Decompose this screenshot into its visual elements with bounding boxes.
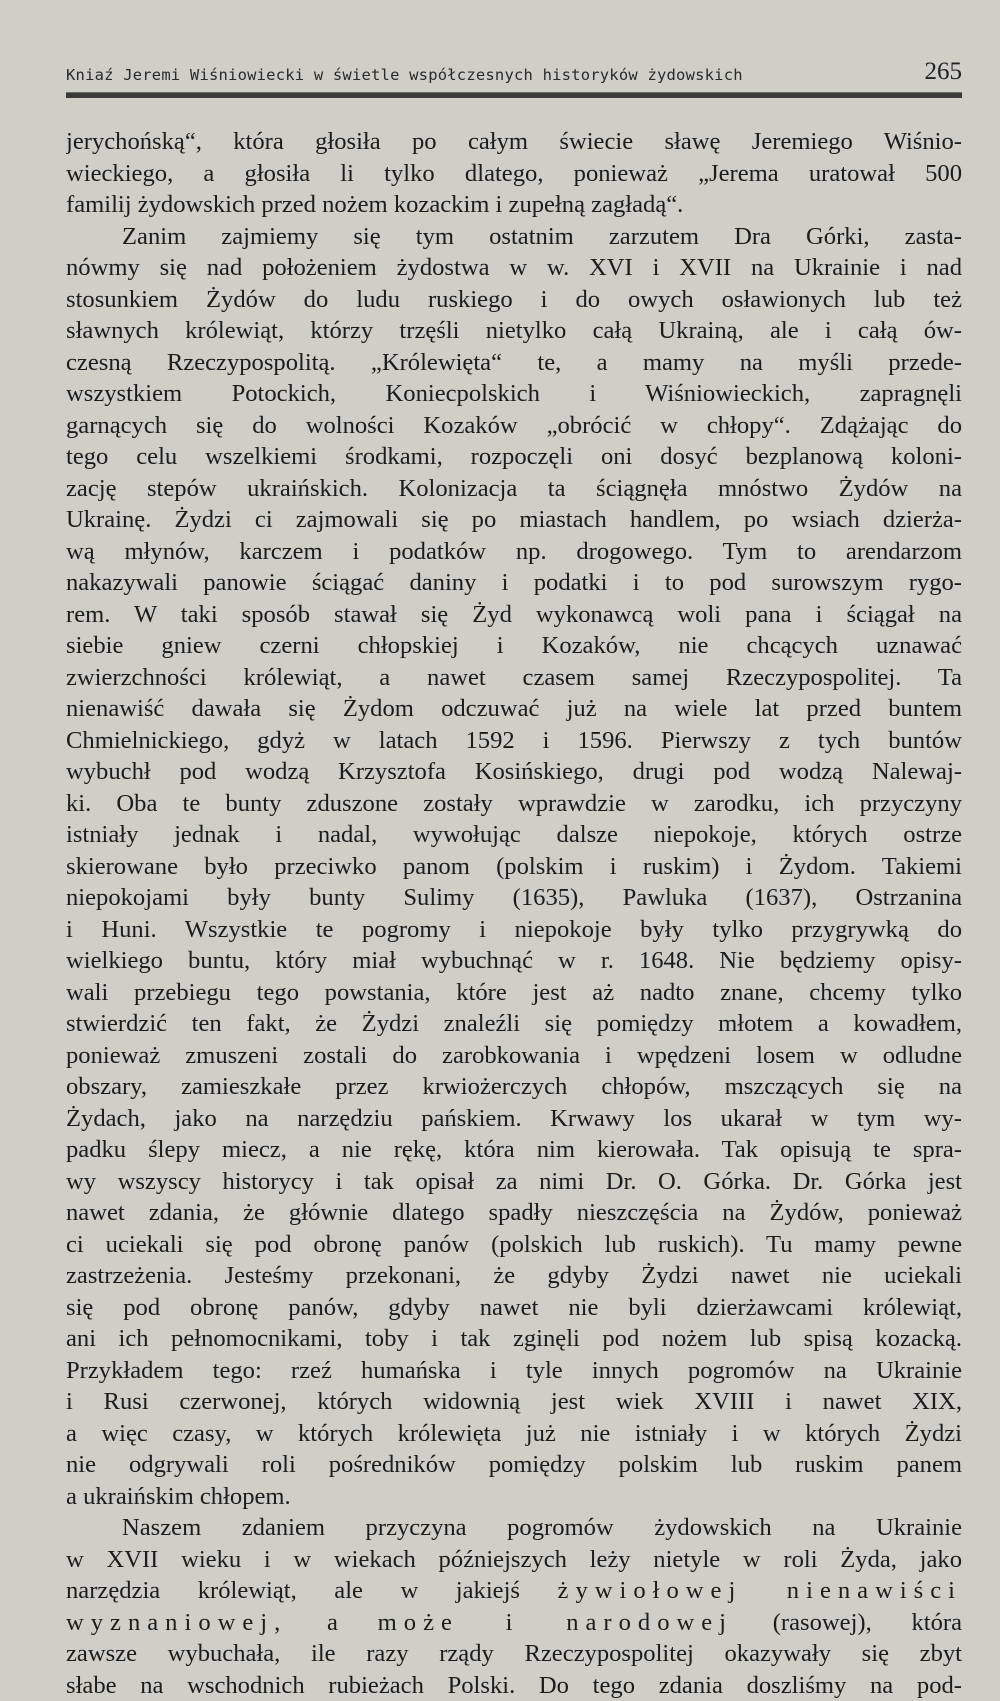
text-line: stwierdzić ten fakt, że Żydzi znaleźli się pomiędzy młotem a kowadłem, — [66, 1008, 962, 1040]
text-line: wy wszyscy historycy i tak opisał za nimi Dr. O. Górka. Dr. Górka jest — [66, 1166, 962, 1198]
text-line: stosunkiem Żydów do ludu ruskiego i do owych osławionych lub też — [66, 284, 962, 316]
page-header — [66, 50, 962, 84]
text-line: słabe na wschodnich rubieżach Polski. Do tego zdania doszliśmy na pod- — [66, 1670, 962, 1701]
text-line: Ukrainę. Żydzi ci zajmowali się po miastach handlem, po wsiach dzierża- — [66, 504, 962, 536]
running-title: Kniaź Jeremi Wiśniowiecki w świetle współczesnych historyków żydowskich — [66, 66, 743, 84]
text-line: jerychońską“, która głosiła po całym świecie sławę Jeremiego Wiśnio- — [66, 126, 962, 158]
text-line: familij żydowskich przed nożem kozackim i zupełną zagładą“. — [66, 189, 962, 221]
text-line: Naszem zdaniem przyczyna pogromów żydowskich na Ukrainie — [66, 1512, 962, 1544]
text-line: nawet zdania, że głównie dlatego spadły nieszczęścia na Żydów, ponieważ — [66, 1197, 962, 1229]
text-segment: a — [287, 1609, 377, 1636]
text-line: wielkiego buntu, który miał wybuchnąć w r. 1648. Nie będziemy opisy- — [66, 945, 962, 977]
text-line: padku ślepy miecz, a nie rękę, która nim kierowała. Tak opisują te spra- — [66, 1134, 962, 1166]
text-segment: narzędzia królewiąt, ale w jakiejś — [66, 1577, 558, 1604]
text-line: obszary, zamieszkałe przez krwiożerczych chłopów, mszczących się na — [66, 1071, 962, 1103]
text-line: ki. Oba te bunty zduszone zostały wprawdzie w zarodku, ich przyczyny — [66, 788, 962, 820]
text-line: wieckiego, a głosiła li tylko dlatego, ponieważ „Jerema uratował 500 — [66, 158, 962, 190]
text-line: wą młynów, karczem i podatków np. drogowego. Tym to arendarzom — [66, 536, 962, 568]
text-line: zawsze wybuchała, ile razy rządy Rzeczypospolitej okazywały się zbyt — [66, 1638, 962, 1670]
text-line: rem. W taki sposób stawał się Żyd wykonawcą woli pana i ściągał na — [66, 599, 962, 631]
text-line: ci uciekali się pod obronę panów (polskich lub ruskich). Tu mamy pewne — [66, 1229, 962, 1261]
spaced-emphasis: może i narodowej — [378, 1609, 733, 1636]
header-rule — [66, 92, 962, 98]
page-number: 265 — [925, 59, 963, 84]
text-line: siebie gniew czerni chłopskiej i Kozaków, nie chcących uznawać — [66, 630, 962, 662]
text-line: Przykładem tego: rzeź humańska i tyle innych pogromów na Ukrainie — [66, 1355, 962, 1387]
text-line: Żydach, jako na narzędziu pańskiem. Krwawy los ukarał w tym wy- — [66, 1103, 962, 1135]
text-line: w XVII wieku i w wiekach późniejszych leży nietyle w roli Żyda, jako — [66, 1544, 962, 1576]
text-segment: (rasowej), która — [733, 1609, 962, 1636]
text-line: Chmielnickiego, gdyż w latach 1592 i 1596. Pierwszy z tych buntów — [66, 725, 962, 757]
text-line: a ukraińskim chłopem. — [66, 1481, 962, 1513]
text-line: wali przebiegu tego powstania, które jest aż nadto znane, chcemy tylko — [66, 977, 962, 1009]
spaced-emphasis: wyznaniowej, — [66, 1609, 287, 1636]
text-line: czesną Rzeczypospolitą. „Królewięta“ te, a mamy na myśli przede- — [66, 347, 962, 379]
text-line: nienawiść dawała się Żydom odczuwać już na wiele lat przed buntem — [66, 693, 962, 725]
text-line — [66, 1575, 962, 1607]
text-line: i Rusi czerwonej, których widownią jest wiek XVIII i nawet XIX, — [66, 1386, 962, 1418]
text-line: niepokojami były bunty Sulimy (1635), Pawluka (1637), Ostrzanina — [66, 882, 962, 914]
text-line: zastrzeżenia. Jesteśmy przekonani, że gdyby Żydzi nawet nie uciekali — [66, 1260, 962, 1292]
text-line: skierowane było przeciwko panom (polskim i ruskim) i Żydom. Takiemi — [66, 851, 962, 883]
text-line: i Huni. Wszystkie te pogromy i niepokoje były tylko przygrywką do — [66, 914, 962, 946]
text-line: nakazywali panowie ściągać daniny i podatki i to pod surowszym rygo- — [66, 567, 962, 599]
text-line: wybuchł pod wodzą Krzysztofa Kosińskiego, drugi pod wodzą Nalewaj- — [66, 756, 962, 788]
text-line: sławnych królewiąt, którzy trzęśli nietylko całą Ukrainą, ale i całą ów- — [66, 315, 962, 347]
text-line: a więc czasy, w których królewięta już nie istniały i w których Żydzi — [66, 1418, 962, 1450]
body-text — [66, 126, 962, 1701]
text-line: ani ich pełnomocnikami, toby i tak zginęli pod nożem lub spisą kozacką. — [66, 1323, 962, 1355]
text-line: tego celu wszelkiemi środkami, rozpoczęli oni dosyć bezplanową koloni- — [66, 441, 962, 473]
text-line: nie odgrywali roli pośredników pomiędzy polskim lub ruskim panem — [66, 1449, 962, 1481]
text-line: zację stepów ukraińskich. Kolonizacja ta ściągnęła mnóstwo Żydów na — [66, 473, 962, 505]
text-line: się pod obronę panów, gdyby nawet nie byli dzierżawcami królewiąt, — [66, 1292, 962, 1324]
text-line: wszystkiem Potockich, Koniecpolskich i Wiśniowieckich, zapragnęli — [66, 378, 962, 410]
spaced-emphasis: żywiołowej nienawiści — [558, 1577, 962, 1604]
text-line: nówmy się nad położeniem żydostwa w w. XVI i XVII na Ukrainie i nad — [66, 252, 962, 284]
text-line — [66, 1607, 962, 1639]
text-line: Zanim zajmiemy się tym ostatnim zarzutem Dra Górki, zasta- — [66, 221, 962, 253]
text-line: garnących się do wolności Kozaków „obrócić w chłopy“. Zdążając do — [66, 410, 962, 442]
text-line: ponieważ zmuszeni zostali do zarobkowania i wpędzeni losem w odludne — [66, 1040, 962, 1072]
text-line: zwierzchności królewiąt, a nawet czasem samej Rzeczypospolitej. Ta — [66, 662, 962, 694]
text-line: istniały jednak i nadal, wywołując dalsze niepokoje, których ostrze — [66, 819, 962, 851]
